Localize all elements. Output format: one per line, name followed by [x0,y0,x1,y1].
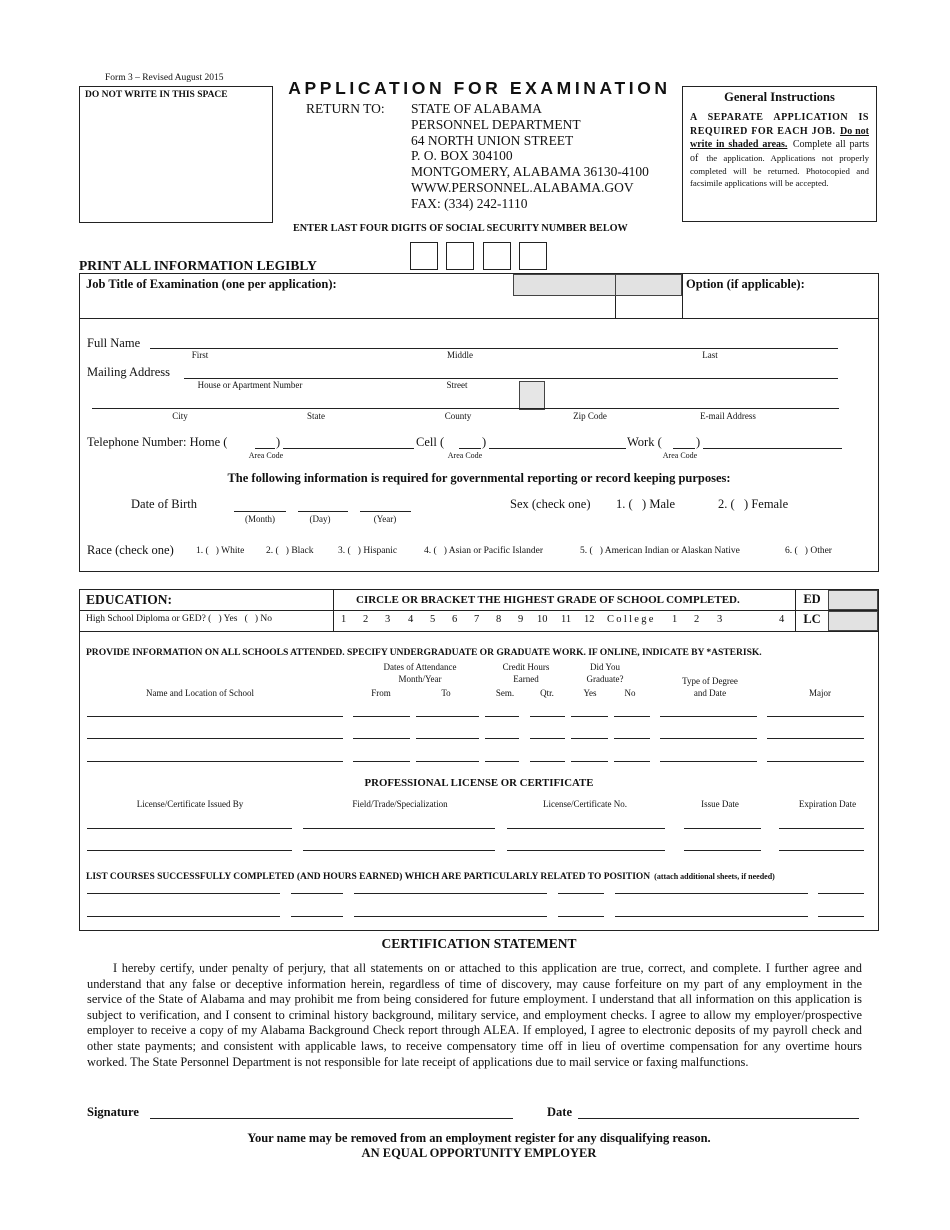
school-yes-line[interactable] [571,761,608,762]
school-from-line[interactable] [353,761,410,762]
school-from-line[interactable] [353,716,410,717]
return-line: PERSONNEL DEPARTMENT [411,116,581,132]
divider [333,590,334,631]
state-caption: State [307,411,325,421]
return-line: FAX: (334) 242-1110 [411,195,528,211]
school-major-line[interactable] [767,761,864,762]
return-line: WWW.PERSONNEL.ALABAMA.GOV [411,179,634,195]
option-label: Option (if applicable): [686,277,805,291]
course-hours-line[interactable] [818,893,864,894]
grade-11[interactable]: 11 [561,614,572,625]
race-option-american-indian[interactable]: 5. ( ) American Indian or Alaskan Native [580,546,740,556]
grade-4[interactable]: 4 [408,614,414,625]
school-to-line[interactable] [416,738,479,739]
dob-year-input-line[interactable] [360,511,411,512]
complete-text: Complete all parts of [690,139,869,164]
divider [682,274,683,318]
school-name-line[interactable] [87,716,343,717]
school-major-line[interactable] [767,738,864,739]
work-phone-input-line[interactable] [703,448,842,449]
schools-heading: PROVIDE INFORMATION ON ALL SCHOOLS ATTENDED. SPECIFY UNDERGRADUATE OR GRADUATE WORK. IF ONLINE, INDICATE BY *ASTERISK. [86,647,762,658]
divider [795,590,796,631]
course-line[interactable] [615,893,808,894]
col-degree-1: Type of Degree [682,676,738,686]
ed-code: ED [803,592,821,606]
divider [79,610,879,611]
signature-label: Signature [87,1105,139,1119]
return-line: STATE OF ALABAMA [411,101,542,116]
street-caption: Street [446,380,468,390]
course-line[interactable] [87,916,280,917]
city-state-input-line[interactable] [92,408,839,409]
course-line[interactable] [354,893,547,894]
lic-issued-by-line[interactable] [87,828,292,829]
lic-issue-date-line[interactable] [684,850,761,851]
house-number-caption: House or Apartment Number [197,380,303,390]
footer-eoe: AN EQUAL OPPORTUNITY EMPLOYER [361,1146,597,1160]
date-input-line[interactable] [578,1118,859,1119]
lic-issue-date-caption: Issue Date [701,799,739,809]
month-caption: (Month) [245,514,275,524]
lic-field-caption: Field/Trade/Specialization [352,799,448,809]
lic-field-line[interactable] [303,850,495,851]
school-to-line[interactable] [416,716,479,717]
ssn-digit-box-1[interactable] [410,242,438,270]
year-caption: (Year) [373,514,397,524]
college-label: College [607,614,656,625]
school-degree-line[interactable] [660,716,757,717]
grade-8[interactable]: 8 [496,614,502,625]
col-grad-1: Did You [589,662,620,672]
grade-5[interactable]: 5 [430,614,436,625]
col-credit-2: Earned [513,674,539,684]
course-hours-line[interactable] [818,916,864,917]
college-year-2[interactable]: 2 [694,614,700,625]
col-qtr: Qtr. [540,688,554,698]
school-from-line[interactable] [353,738,410,739]
school-to-line[interactable] [416,761,479,762]
course-hours-line[interactable] [558,916,604,917]
hs-diploma-question[interactable]: High School Diploma or GED? ( ) Yes ( ) No [86,614,273,624]
mailing-address-label: Mailing Address [87,365,170,379]
school-sem-line[interactable] [485,738,519,739]
instructions-body: the application. Applications not properly completed will be returned. Photocopied and facsimile applications will be accepted. [690,152,869,188]
race-option-hispanic[interactable]: 3. ( ) Hispanic [338,546,398,556]
return-line: P. O. BOX 304100 [411,148,513,164]
shaded-office-field [513,274,616,296]
cell-label: Cell ( [416,435,445,449]
full-name-input-line[interactable] [150,348,838,349]
race-option-asian[interactable]: 4. ( ) Asian or Pacific Islander [424,546,543,556]
governmental-notice: The following information is required for governmental reporting or record keeping purposes: [227,471,731,485]
date-label: Date [547,1105,572,1119]
course-hours-line[interactable] [291,916,343,917]
course-hours-line[interactable] [291,893,343,894]
certification-heading: CERTIFICATION STATEMENT [381,936,577,951]
course-hours-line[interactable] [558,893,604,894]
shaded-office-field [615,274,682,296]
license-heading: PROFESSIONAL LICENSE OR CERTIFICATE [364,777,594,789]
race-label: Race (check one) [87,543,174,557]
area-code-caption: Area Code [662,451,698,460]
lic-number-line[interactable] [507,850,665,851]
print-legibly-label: PRINT ALL INFORMATION LEGIBLY [79,258,317,273]
day-caption: (Day) [309,514,331,524]
page-title: APPLICATION FOR EXAMINATION [288,78,671,98]
mailing-address-input-line[interactable] [184,378,838,379]
lic-number-line[interactable] [507,828,665,829]
sex-option-female[interactable]: 2. ( ) Female [718,497,789,511]
separate-application-notice: A SEPARATE APPLICATION IS REQUIRED FOR EACH JOB. [690,112,869,137]
shaded-areas-notice: Do not write in shaded areas. [690,125,869,150]
cell-phone-input-line[interactable] [489,448,626,449]
dob-month-input-line[interactable] [234,511,286,512]
return-to-label: RETURN TO: [306,101,385,116]
close-paren: ) [482,435,487,449]
form-id: Form 3 – Revised August 2015 [105,73,224,83]
race-option-black[interactable]: 2. ( ) Black [266,546,314,556]
footer-disqualify-notice: Your name may be removed from an employment register for any disqualifying reason. [247,1131,711,1145]
office-use-label: DO NOT WRITE IN THIS SPACE [85,90,228,100]
course-line[interactable] [87,893,280,894]
courses-heading-text: LIST COURSES SUCCESSFULLY COMPLETED (AND HOURS EARNED) WHICH ARE PARTICULARLY RELATED TO POSITION [86,872,651,882]
divider [79,318,879,319]
lic-expiration-caption: Expiration Date [798,799,857,809]
col-no: No [624,688,636,698]
ssn-digit-box-4[interactable] [519,242,547,270]
sex-option-male[interactable]: 1. ( ) Male [616,497,676,511]
lic-issued-by-line[interactable] [87,850,292,851]
full-name-label: Full Name [87,336,141,350]
courses-note: (attach additional sheets, if needed) [654,872,775,881]
school-yes-line[interactable] [571,738,608,739]
sex-label: Sex (check one) [510,497,591,511]
cell-area-code-line[interactable] [459,448,481,449]
school-qtr-line[interactable] [530,738,565,739]
city-caption: City [172,411,188,421]
circle-highest-grade-text: CIRCLE OR BRACKET THE HIGHEST GRADE OF SCHOOL COMPLETED. [356,594,740,606]
courses-heading [86,866,775,884]
close-paren: ) [696,435,701,449]
grade-10[interactable]: 10 [537,614,548,625]
school-yes-line[interactable] [571,716,608,717]
shaded-office-field [828,590,878,610]
race-option-white[interactable]: 1. ( ) White [196,546,245,556]
grade-2[interactable]: 2 [363,614,369,625]
school-no-line[interactable] [614,738,650,739]
col-school-name: Name and Location of School [146,688,254,698]
job-title-label: Job Title of Examination (one per application): [86,277,337,291]
education-heading: EDUCATION: [86,592,173,607]
return-line: 64 NORTH UNION STREET [411,132,574,148]
col-from: From [371,688,391,698]
work-label: Work ( [627,435,662,449]
col-sem: Sem. [495,688,515,698]
grade-3[interactable]: 3 [385,614,391,625]
ssn-digit-box-2[interactable] [446,242,474,270]
work-area-code-line[interactable] [673,448,695,449]
college-year-3[interactable]: 3 [717,614,723,625]
home-area-code-line[interactable] [255,448,275,449]
grade-7[interactable]: 7 [474,614,480,625]
race-option-other[interactable]: 6. ( ) Other [785,546,832,556]
grade-1[interactable]: 1 [341,614,347,625]
col-grad-2: Graduate? [586,674,624,684]
col-dates-2: Month/Year [398,674,442,684]
signature-input-line[interactable] [150,1118,513,1119]
return-line: MONTGOMERY, ALABAMA 36130-4100 [411,164,649,180]
county-caption: County [444,411,472,421]
col-dates-1: Dates of Attendance [383,662,457,672]
school-qtr-line[interactable] [530,761,565,762]
grade-12[interactable]: 12 [584,614,595,625]
course-line[interactable] [615,916,808,917]
zip-caption: Zip Code [573,411,607,421]
lic-expiration-line[interactable] [779,828,864,829]
area-code-caption: Area Code [447,451,483,460]
lic-field-line[interactable] [303,828,495,829]
close-paren: ) [276,435,281,449]
home-phone-input-line[interactable] [283,448,414,449]
col-to: To [441,688,451,698]
divider [79,631,879,632]
ssn-digit-box-3[interactable] [483,242,511,270]
lic-expiration-line[interactable] [779,850,864,851]
school-no-line[interactable] [614,716,650,717]
telephone-home-label: Telephone Number: Home ( [87,435,228,449]
school-sem-line[interactable] [485,716,519,717]
office-use-box [79,86,273,223]
school-no-line[interactable] [614,761,650,762]
school-degree-line[interactable] [660,761,757,762]
lic-issue-date-line[interactable] [684,828,761,829]
school-major-line[interactable] [767,716,864,717]
college-year-4[interactable]: 4 [779,614,785,625]
grade-6[interactable]: 6 [452,614,458,625]
lc-code: LC [803,612,821,626]
ssn-label: ENTER LAST FOUR DIGITS OF SOCIAL SECURITY NUMBER BELOW [293,223,628,234]
certification-text: I hereby certify, under penalty of perjury, that all statements on or attached to this application are true, correct, and complete. I further agree and understand that any false or deceptive information herein, regardless of time of discovery, may cause forfeiture on my part of any employment in the service of the State of Alabama and may prohibit me from being considered for future employment. I understand that all information on this application is subject to verification, and I consent to criminal history background, military service, and employment checks. I agree to allow my employer/prospective employer to receive a copy of my Alabama Background Check report through ALEA. If employed, I agree to electronic deposits of my payroll check and other state payments; and consistent with applicable laws, to receive compensatory time off in lieu of overtime compensation for any overtime hours worked. The State Personnel Department is not responsible for late receipt of applications due to mail service or faxing malfunctions. [87,961,862,1069]
first-name-caption: First [191,350,209,360]
general-instructions-heading: General Instructions [724,90,835,104]
lic-issued-by-caption: License/Certificate Issued By [136,799,244,809]
return-address [411,101,649,212]
school-name-line[interactable] [87,738,343,739]
col-degree-2: and Date [693,688,727,698]
college-year-1[interactable]: 1 [672,614,678,625]
middle-name-caption: Middle [447,350,473,360]
school-name-line[interactable] [87,761,343,762]
school-degree-line[interactable] [660,738,757,739]
dob-day-input-line[interactable] [298,511,348,512]
col-major: Major [809,688,831,698]
shaded-office-field [828,611,878,631]
dob-label: Date of Birth [131,497,197,511]
lic-number-caption: License/Certificate No. [543,799,627,809]
school-qtr-line[interactable] [530,716,565,717]
divider [615,296,616,318]
grade-9[interactable]: 9 [518,614,524,625]
area-code-caption: Area Code [248,451,284,460]
school-sem-line[interactable] [485,761,519,762]
col-credit-1: Credit Hours [502,662,550,672]
col-yes: Yes [583,688,597,698]
course-line[interactable] [354,916,547,917]
last-name-caption: Last [702,350,718,360]
email-caption: E-mail Address [700,411,756,421]
general-instructions-box [682,86,877,222]
shaded-office-field [519,381,545,410]
